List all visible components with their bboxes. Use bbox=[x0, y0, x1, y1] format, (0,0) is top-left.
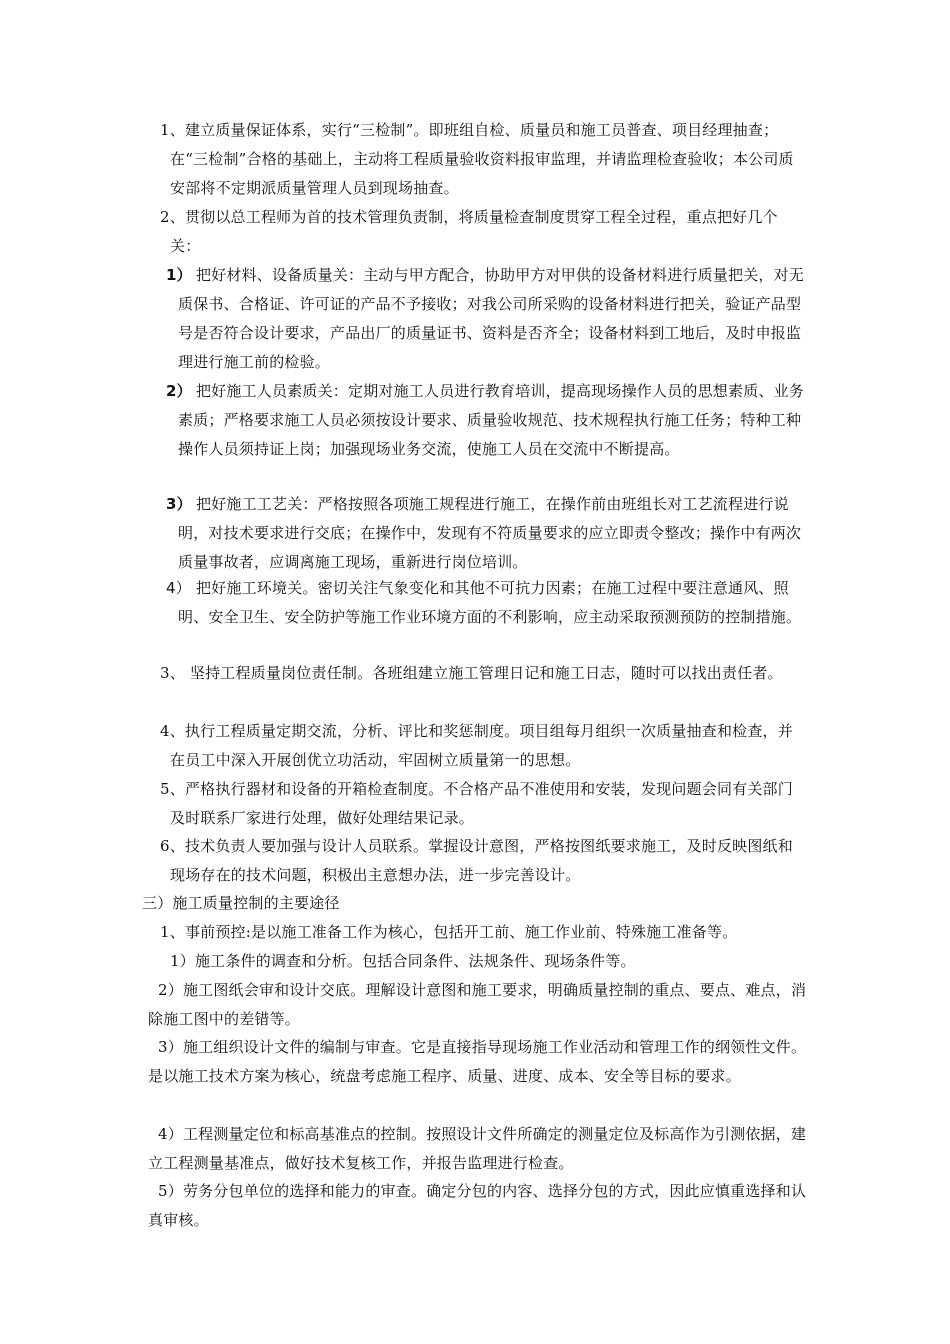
item-2 bbox=[160, 203, 808, 261]
subitem-2-text: 把好施工人员素质关：定期对施工人员进行教育培训，提高现场操作人员的思想素质、业务素质；严格要求施工人员必须按设计要求、质量验收规范、技术规程执行施工任务；特种工种操作人员须持证上岗；加强现场业务交流，使施工人员在交流中不断提高。 bbox=[178, 382, 805, 458]
section-subitem-2 bbox=[148, 976, 808, 1034]
subitem-1 bbox=[166, 261, 808, 377]
subitem-4-text: 把好施工环境关。密切关注气象变化和其他不可抗力因素；在施工过程中要注意通风、照明、安全卫生、安全防护等施工作业环境方面的不利影响，应主动采取预测预防的控制措施。 bbox=[178, 579, 802, 626]
section-item-1-text: 1、事前预控:是以施工准备工作为核心，包括开工前、施工作业前、特殊施工准备等。 bbox=[160, 923, 738, 941]
section-title: 三）施工质量控制的主要途径 bbox=[142, 894, 340, 912]
section-subitem-1-text: 1）施工条件的调查和分析。包括合同条件、法规条件、现场条件等。 bbox=[170, 952, 636, 970]
subitem-1-number: 1） bbox=[166, 266, 192, 284]
subitem-4 bbox=[166, 574, 808, 632]
subitem-3-text: 把好施工工艺关：严格按照各项施工规程进行施工，在操作前由班组长对工艺流程进行说明，对技术要求进行交底；在操作中，发现有不符质量要求的应立即责令整改；操作中有两次质量事故者，应调离施工现场，重新进行岗位培训。 bbox=[178, 495, 802, 571]
subitem-4-number: 4） bbox=[166, 579, 191, 597]
item-1-text: 1、建立质量保证体系，实行“三检制”。即班组自检、质量员和施工员普查、项目经理抽查；在“三检制”合格的基础上，主动将工程质量验收资料报审监理，并请监理检查验收；本公司质安部将不定期派质量管理人员到现场抽查。 bbox=[160, 121, 794, 197]
item-3 bbox=[160, 659, 808, 688]
section-subitem-3-text: 3）施工组织设计文件的编制与审查。它是直接指导现场施工作业活动和管理工作的纲领性文件。是以施工技术方案为核心，统盘考虑施工程序、质量、进度、成本、安全等目标的要求。 bbox=[148, 1038, 807, 1085]
section-item-1 bbox=[160, 918, 808, 947]
section-subitem-3 bbox=[148, 1033, 808, 1091]
section-subitem-5-text: 5）劳务分包单位的选择和能力的审查。确定分包的内容、选择分包的方式，因此应慎重选择和认真审核。 bbox=[148, 1182, 807, 1229]
subitem-3-number: 3） bbox=[166, 495, 192, 513]
section-subitem-4 bbox=[148, 1120, 808, 1178]
section-subitem-2-text: 2）施工图纸会审和设计交底。理解设计意图和施工要求，明确质量控制的重点、要点、难点，消除施工图中的差错等。 bbox=[148, 981, 807, 1028]
subitem-2-number: 2） bbox=[166, 382, 192, 400]
item-1 bbox=[160, 116, 808, 203]
item-4 bbox=[160, 717, 808, 775]
subitem-2 bbox=[166, 377, 808, 464]
item-6 bbox=[160, 832, 808, 890]
item-3-text: 3、 坚持工程质量岗位责任制。各班组建立施工管理日记和施工日志，随时可以找出责任者。 bbox=[160, 664, 783, 682]
item-5-text: 5、严格执行器材和设备的开箱检查制度。不合格产品不准使用和安装，发现问题会同有关部门及时联系厂家进行处理，做好处理结果记录。 bbox=[160, 780, 793, 827]
section-subitem-5 bbox=[148, 1177, 808, 1235]
section-subitem-4-text: 4）工程测量定位和标高基准点的控制。按照设计文件所确定的测量定位及标高作为引测依据，建立工程测量基准点，做好技术复核工作，并报告监理进行检查。 bbox=[148, 1125, 807, 1172]
section-subitem-1 bbox=[160, 947, 808, 976]
item-5 bbox=[160, 775, 808, 833]
item-6-text: 6、技术负责人要加强与设计人员联系。掌握设计意图，严格按图纸要求施工，及时反映图纸和现场存在的技术问题，积极出主意想办法，进一步完善设计。 bbox=[160, 837, 793, 884]
subitem-1-text: 把好材料、设备质量关：主动与甲方配合，协助甲方对甲供的设备材料进行质量把关，对无质保书、合格证、许可证的产品不予接收；对我公司所采购的设备材料进行把关，验证产品型号是否符合设计要求，产品出厂的质量证书、资料是否齐全；设备材料到工地后，及时申报监理进行施工前的检验。 bbox=[178, 266, 805, 371]
item-4-text: 4、执行工程质量定期交流，分析、评比和奖惩制度。项目组每月组织一次质量抽查和检查，并在员工中深入开展创优立功活动，牢固树立质量第一的思想。 bbox=[160, 722, 793, 769]
subitem-3 bbox=[166, 490, 808, 577]
item-2-text: 2、贯彻以总工程师为首的技术管理负责制，将质量检查制度贯穿工程全过程，重点把好几个关： bbox=[160, 208, 778, 255]
